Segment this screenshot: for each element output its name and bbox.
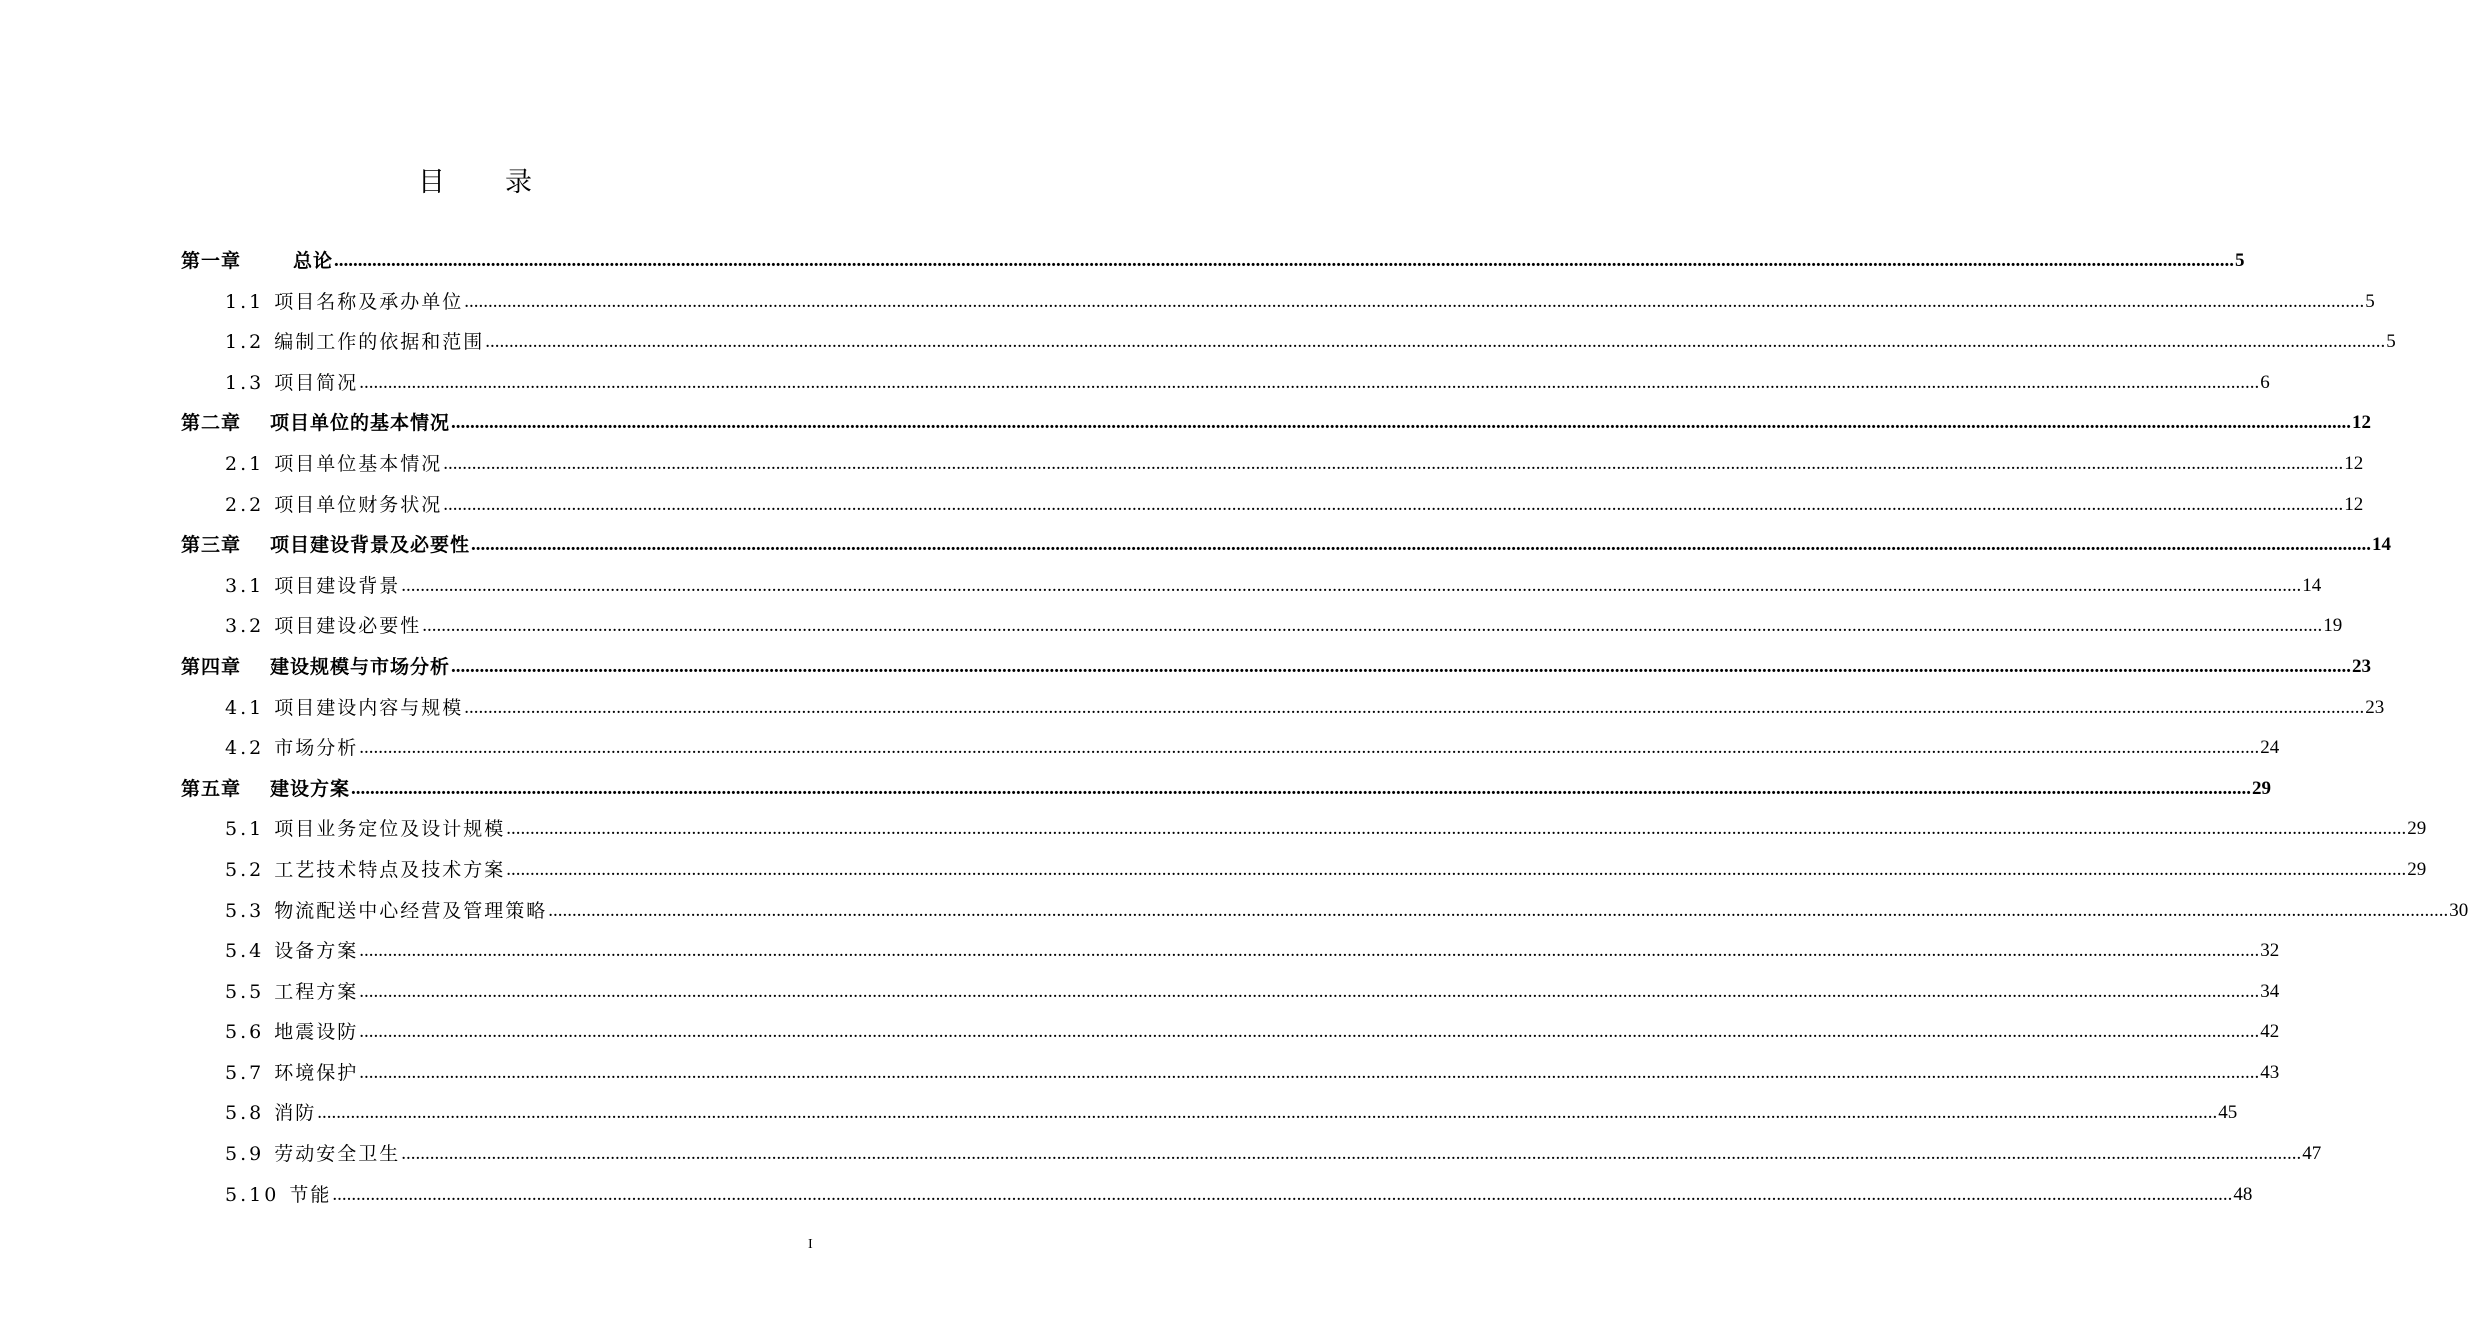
toc-section-title: 劳动安全卫生 [274,1143,401,1166]
toc-leader-dots: ................................................................................................................................................................................................................................................................................................................................................................................................................ [401,574,2302,596]
toc-section-row[interactable] [181,728,2280,769]
toc-section-title: 项目建设内容与规模 [274,696,464,719]
toc-section-number: 5.9 [225,1143,265,1166]
toc-section-label [225,809,505,850]
toc-chapter-page: 5 [2235,250,2245,271]
toc-section-number: 5.4 [225,940,265,963]
toc-leader-dots: ................................................................................................................................................................................................................................................................................................................................................................................................................ [506,858,2407,880]
toc-leader-dots: ................................................................................................................................................................................................................................................................................................................................................................................................................ [359,371,2260,393]
toc-leader-dots: ................................................................................................................................................................................................................................................................................................................................................................................................................ [485,331,2386,353]
title-char-1: 目 [418,167,445,198]
toc-section-row[interactable] [181,363,2270,404]
toc-section-row[interactable] [181,566,2322,607]
toc-chapter-number: 第五章 [181,777,242,800]
toc-section-page: 48 [2233,1183,2253,1205]
toc-section-page: 43 [2260,1061,2280,1083]
toc-chapter-title: 建设规模与市场分析 [270,655,451,678]
toc-section-row[interactable] [181,1093,2238,1134]
toc-section-page: 12 [2344,493,2364,515]
toc-leader-dots: ................................................................................................................................................................................................................................................................................................................................................................................................................ [451,655,2352,677]
toc-section-title: 设备方案 [274,940,359,963]
toc-chapter-title: 建设方案 [270,777,351,800]
toc-leader-dots: ................................................................................................................................................................................................................................................................................................................................................................................................................ [317,1102,2218,1124]
toc-chapter-number: 第三章 [181,534,242,557]
toc-section-page: 6 [2260,371,2270,393]
toc-section-title: 工程方案 [274,980,359,1003]
toc-section-title: 项目简况 [274,371,359,394]
toc-section-number: 5.7 [225,1061,265,1084]
toc-section-label [225,728,358,769]
toc-section-row[interactable] [181,891,2468,932]
toc-chapter-label [181,647,450,688]
toc-leader-dots: ................................................................................................................................................................................................................................................................................................................................................................................................................ [506,818,2407,840]
toc-section-title: 物流配送中心经营及管理策略 [274,899,548,922]
toc-leader-dots: ................................................................................................................................................................................................................................................................................................................................................................................................................ [359,940,2260,962]
toc-section-row[interactable] [181,322,2396,363]
toc-leader-dots: ................................................................................................................................................................................................................................................................................................................................................................................................................ [464,290,2365,312]
toc-chapter-label [181,525,470,566]
toc-chapter-title: 总论 [293,250,334,272]
toc-leader-dots: ................................................................................................................................................................................................................................................................................................................................................................................................................ [334,250,2235,271]
toc-section-title: 项目名称及承办单位 [274,290,464,313]
toc-section-label [225,322,484,363]
toc-leader-dots: ................................................................................................................................................................................................................................................................................................................................................................................................................ [332,1183,2233,1205]
toc-section-page: 34 [2260,980,2280,1002]
toc-section-page: 32 [2260,940,2280,962]
toc-section-label [225,1093,316,1134]
toc-leader-dots: ................................................................................................................................................................................................................................................................................................................................................................................................................ [359,737,2260,759]
title-char-2: 录 [505,167,532,198]
toc-section-page: 24 [2260,737,2280,759]
toc-section-title: 项目业务定位及设计规模 [274,818,506,841]
toc-section-number: 1.1 [225,290,265,313]
toc-leader-dots: ................................................................................................................................................................................................................................................................................................................................................................................................................ [443,493,2344,515]
toc-leader-dots: ................................................................................................................................................................................................................................................................................................................................................................................................................ [422,615,2323,637]
toc-section-row[interactable] [181,444,2364,485]
toc-chapter-label [181,241,333,282]
toc-section-row[interactable] [181,931,2280,972]
toc-leader-dots: ................................................................................................................................................................................................................................................................................................................................................................................................................ [451,412,2352,434]
toc-section-title: 市场分析 [274,737,359,760]
toc-section-row[interactable] [181,1053,2280,1094]
toc-section-label [225,1134,400,1175]
toc-section-number: 5.5 [225,980,265,1003]
toc-section-title: 项目建设必要性 [274,615,422,638]
toc-section-number: 5.1 [225,818,265,841]
toc-section-number: 1.2 [225,331,265,354]
toc-section-number: 5.2 [225,858,265,881]
toc-section-number: 3.1 [225,574,265,597]
toc-chapter-page: 23 [2352,655,2372,677]
toc-chapter-page: 12 [2352,412,2372,434]
toc-section-title: 工艺技术特点及技术方案 [274,858,506,881]
toc-section-title: 节能 [289,1183,332,1206]
toc-section-number: 2.1 [225,452,265,475]
toc-section-row[interactable] [181,1175,2253,1216]
page-number: I [808,1237,813,1252]
toc-section-title: 项目单位基本情况 [274,452,443,475]
toc-section-title: 项目建设背景 [274,574,401,597]
toc-section-row[interactable] [181,282,2375,323]
toc-section-page: 14 [2302,574,2322,596]
table-of-contents [181,241,2468,1215]
toc-chapter-row[interactable] [181,647,2372,688]
toc-chapter-title: 项目建设背景及必要性 [270,534,471,557]
toc-chapter-number: 第二章 [181,412,242,435]
toc-section-label [225,485,442,526]
toc-chapter-row[interactable] [181,525,2392,566]
toc-section-label [225,1175,331,1216]
toc-section-number: 5.3 [225,899,265,922]
toc-section-page: 47 [2302,1143,2322,1165]
toc-leader-dots: ................................................................................................................................................................................................................................................................................................................................................................................................................ [443,452,2344,474]
toc-section-label [225,891,547,932]
toc-section-row[interactable] [181,1134,2322,1175]
toc-section-label [225,1012,358,1053]
toc-section-number: 1.3 [225,371,265,394]
toc-section-number: 4.1 [225,696,265,719]
toc-section-number: 4.2 [225,737,265,760]
toc-section-row[interactable] [181,809,2427,850]
toc-section-label [225,688,463,729]
toc-section-row[interactable] [181,1012,2280,1053]
toc-section-page: 5 [2386,331,2396,353]
toc-section-label [225,972,358,1013]
toc-section-page: 5 [2365,290,2375,312]
toc-section-title: 项目单位财务状况 [274,493,443,516]
toc-section-title: 编制工作的依据和范围 [274,331,485,354]
toc-chapter-label [181,769,350,810]
toc-section-page: 30 [2449,899,2468,921]
toc-section-page: 12 [2344,452,2364,474]
toc-section-row[interactable] [181,850,2427,891]
toc-section-row[interactable] [181,485,2364,526]
toc-section-label [225,363,358,404]
toc-section-number: 2.2 [225,493,265,516]
toc-section-label [225,850,505,891]
toc-section-title: 地震设防 [274,1021,359,1044]
toc-section-label [225,931,358,972]
toc-section-number: 5.10 [225,1183,280,1206]
toc-section-label [225,566,400,607]
toc-section-number: 5.6 [225,1021,265,1044]
toc-section-label [225,606,421,647]
toc-chapter-label [181,403,450,444]
toc-leader-dots: ................................................................................................................................................................................................................................................................................................................................................................................................................ [359,1061,2260,1083]
toc-section-page: 29 [2407,818,2427,840]
toc-section-label [225,1053,358,1094]
toc-leader-dots: ................................................................................................................................................................................................................................................................................................................................................................................................................ [359,1021,2260,1043]
toc-chapter-page: 14 [2372,534,2392,556]
toc-leader-dots: ................................................................................................................................................................................................................................................................................................................................................................................................................ [471,534,2372,556]
toc-chapter-page: 29 [2252,777,2272,799]
toc-section-number: 5.8 [225,1102,265,1125]
toc-section-page: 45 [2218,1102,2238,1124]
toc-section-title: 消防 [274,1102,317,1125]
toc-chapter-row[interactable] [181,403,2372,444]
toc-section-page: 42 [2260,1021,2280,1043]
toc-chapter-row[interactable] [181,241,2245,282]
toc-chapter-title: 项目单位的基本情况 [270,412,451,435]
toc-section-row[interactable] [181,972,2280,1013]
toc-section-row[interactable] [181,688,2385,729]
toc-section-label [225,282,463,323]
toc-leader-dots: ................................................................................................................................................................................................................................................................................................................................................................................................................ [359,980,2260,1002]
toc-leader-dots: ................................................................................................................................................................................................................................................................................................................................................................................................................ [351,777,2252,799]
toc-leader-dots: ................................................................................................................................................................................................................................................................................................................................................................................................................ [464,696,2365,718]
toc-section-label [225,444,442,485]
toc-leader-dots: ................................................................................................................................................................................................................................................................................................................................................................................................................ [401,1143,2302,1165]
toc-section-page: 29 [2407,858,2427,880]
page-title [0,160,950,199]
toc-section-number: 3.2 [225,615,265,638]
toc-section-page: 19 [2323,615,2343,637]
toc-section-row[interactable] [181,606,2343,647]
toc-leader-dots: ................................................................................................................................................................................................................................................................................................................................................................................................................ [548,899,2449,921]
toc-section-page: 23 [2365,696,2385,718]
toc-chapter-number: 第一章 [181,250,242,272]
toc-chapter-number: 第四章 [181,655,242,678]
toc-chapter-row[interactable] [181,769,2272,810]
toc-section-title: 环境保护 [274,1061,359,1084]
